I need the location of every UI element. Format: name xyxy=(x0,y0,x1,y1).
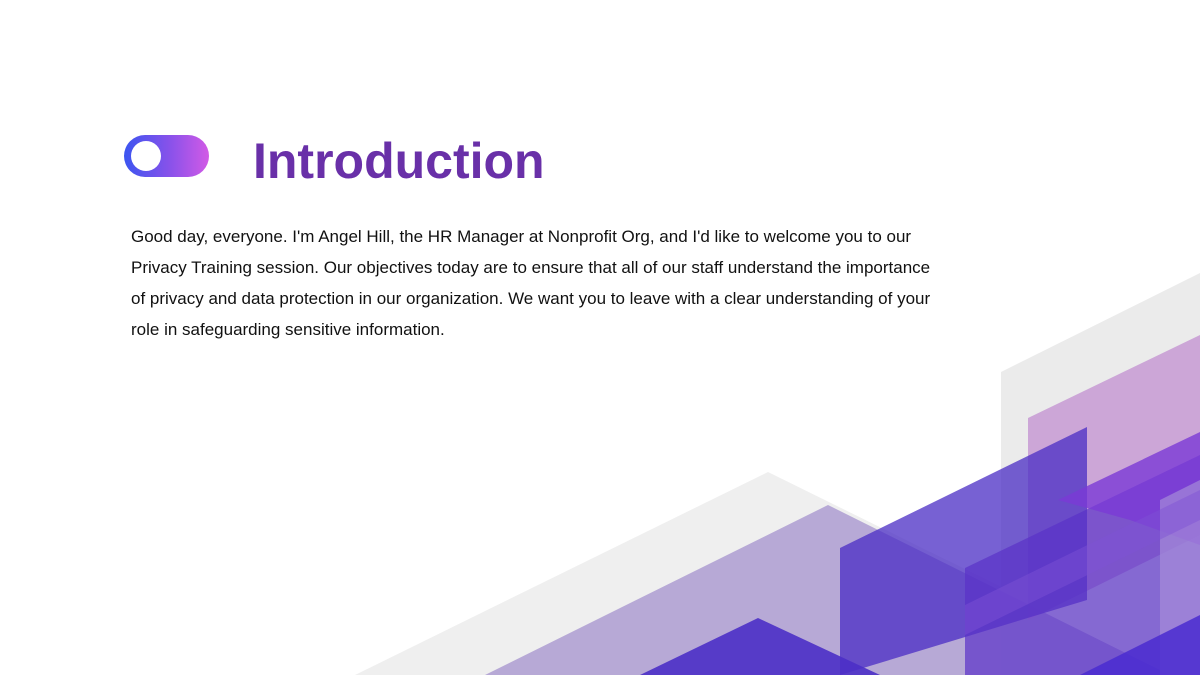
intro-paragraph: Good day, everyone. I'm Angel Hill, the HR Manager at Nonprofit Org, and I'd like to welcome you to our Privacy Training session. Our objectives today are to ensure that all of our staff understand the importance of privacy and data protection in our organization. We want you to leave with a clear understanding of your role in safeguarding sensitive information. xyxy=(131,227,931,339)
slide-title: Introduction xyxy=(253,133,545,189)
toggle-knob xyxy=(131,141,161,171)
toggle-switch-icon xyxy=(124,135,209,177)
